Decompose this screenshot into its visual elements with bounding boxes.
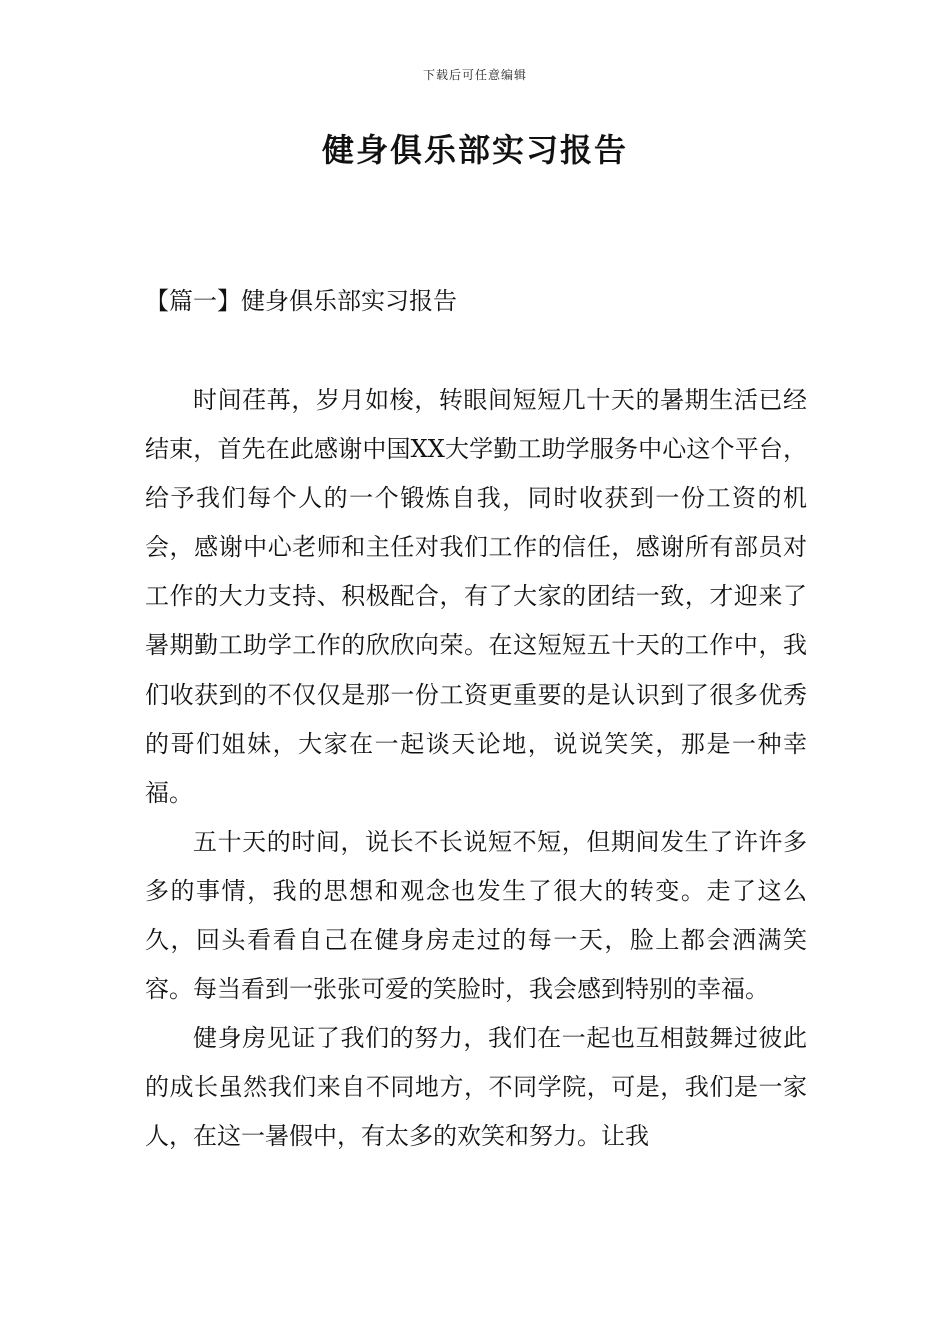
header-note: 下载后可任意编辑 [422, 68, 527, 82]
document-title: 健身俱乐部实习报告 [321, 131, 628, 169]
paragraph-1: 时间荏苒，岁月如梭，转眼间短短几十天的暑期生活已经结束，首先在此感谢中国XX大学勤工助学服务中心这个平台，给予我们每个人的一个锻炼自我，同时收获到一份工资的机会，感谢中心老师和主任对我们工作的信任，感谢所有部员对工作的大力支持、积极配合，有了大家的团结一致，才迎来了暑期勤工助学工作的欣欣向荣。在这短短五十天的工作中，我们收获到的不仅仅是那一份工资更重要的是认识到了很多优秀的哥们姐妹，大家在一起谈天论地，说说笑笑，那是一种幸福。 [145, 386, 807, 807]
paragraph-2: 五十天的时间，说长不长说短不短，但期间发生了许许多多的事情，我的思想和观念也发生了很大的转变。走了这么久，回头看看自己在健身房走过的每一天，脸上都会洒满笑容。每当看到一张张可爱的笑脸时，我会感到特别的幸福。 [145, 827, 807, 1004]
paragraph-3: 健身房见证了我们的努力，我们在一起也互相鼓舞过彼此的成长虽然我们来自不同地方，不同学院，可是，我们是一家人，在这一暑假中，有太多的欢笑和努力。让我 [145, 1024, 807, 1151]
section-heading: 【篇一】健身俱乐部实习报告 [145, 287, 457, 315]
body-text [145, 376, 807, 1162]
